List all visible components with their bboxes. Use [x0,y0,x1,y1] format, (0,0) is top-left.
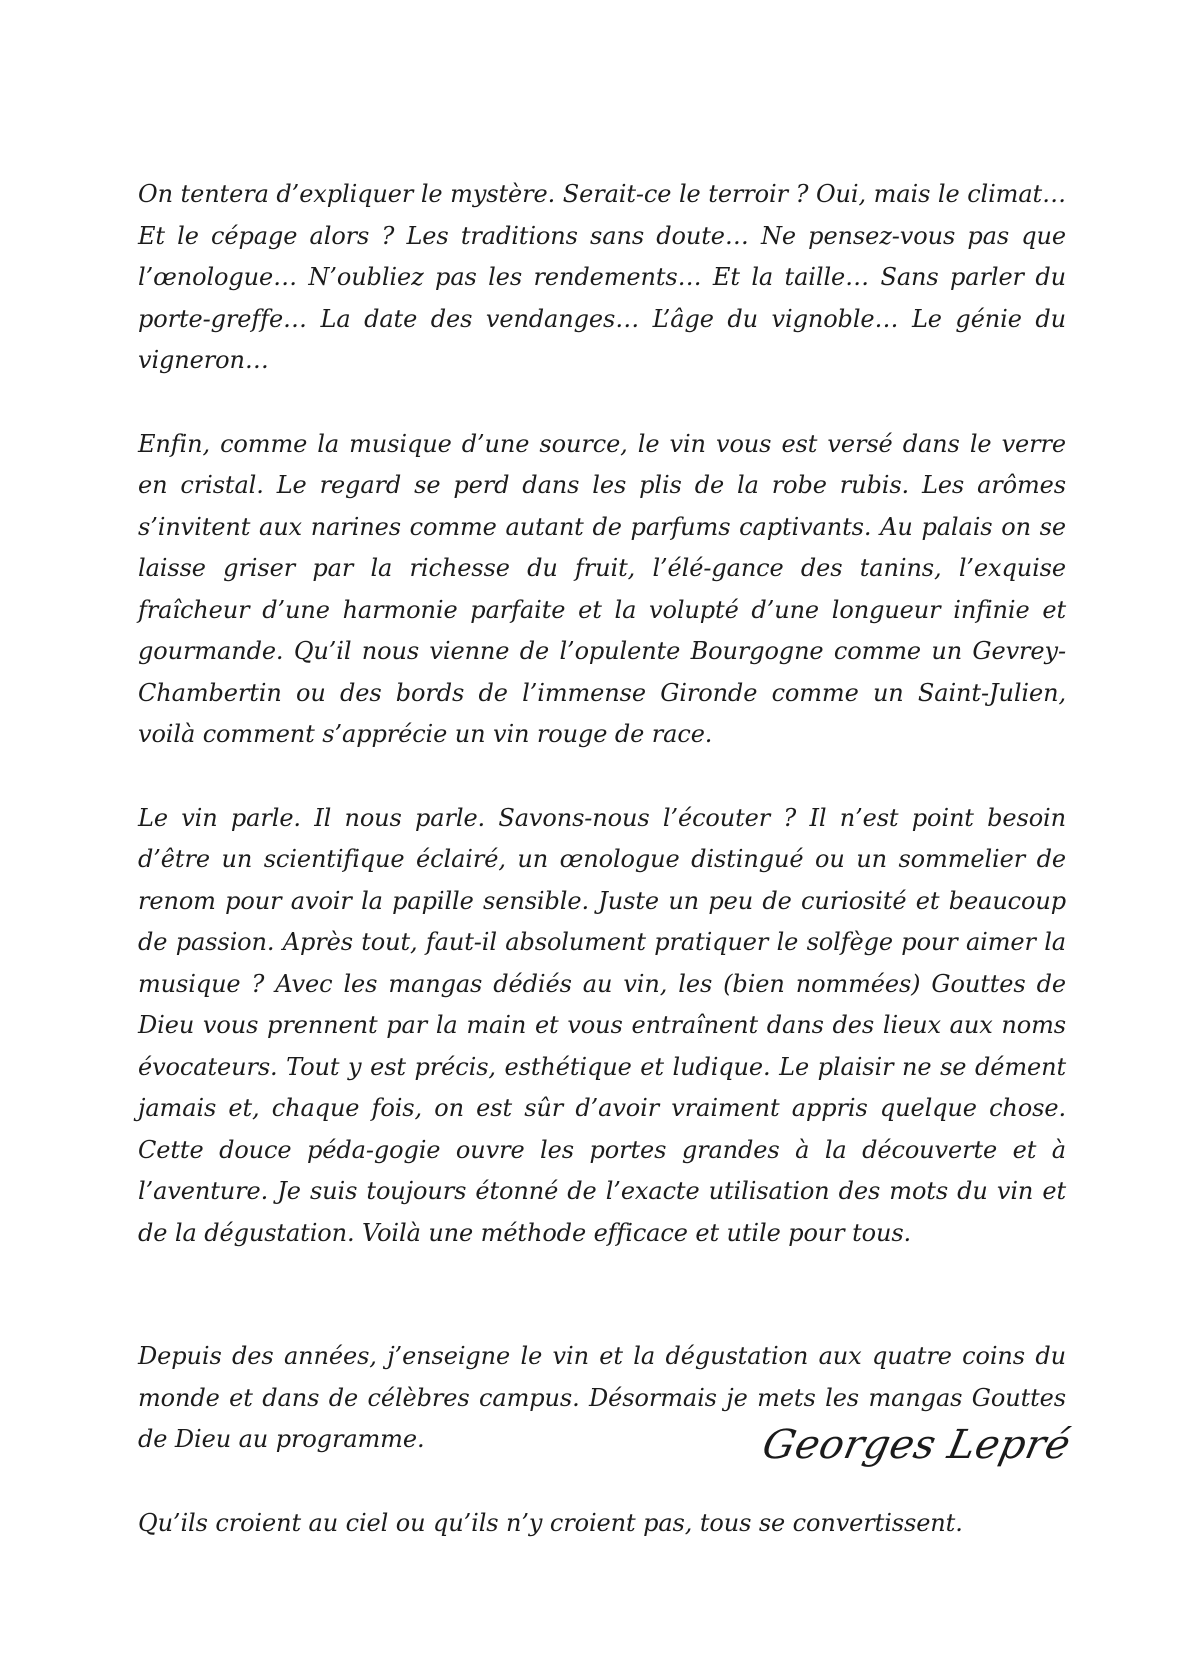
paragraph-5: Qu’ils croient au ciel ou qu’ils n’y croient pas, tous se convertissent. [138,1508,963,1537]
body-text [138,174,1066,1544]
paragraph-3: Le vin parle. Il nous parle. Savons-nous l’écouter ? Il n’est point besoin d’être un scientifique éclairé, un œnologue distingué ou un sommelier de renom pour avoir la papille sensible. Juste un peu de curiosité et beaucoup de passion. Après tout, faut-il absolument pratiquer le solfège pour aimer la musique ? Avec les mangas dédiés au vin, les (bien nommées) Gouttes de Dieu vous prennent par la main et vous entraînent dans des lieux aux noms évocateurs. Tout y est précis, esthétique et ludique. Le plaisir ne se dément jamais et, chaque fois, on est sûr d’avoir vraiment appris quelque chose. Cette douce péda-gogie ouvre les portes grandes à la découverte et à l’aventure. Je suis toujours étonné de l’exacte utilisation des mots du vin et de la dégustation. Voilà une méthode efficace et utile pour tous. [138,803,1066,1247]
paragraph-4: Depuis des années, j’enseigne le vin et la dégustation aux quatre coins du monde et dans de célèbres campus. Désormais je mets les mangas Gouttes de Dieu au programme. [138,1342,1066,1453]
paragraph-2: Enfin, comme la musique d’une source, le vin vous est versé dans le verre en cristal. Le regard se perd dans les plis de la robe rubis. Les arômes s’invitent aux narines comme autant de parfums captivants. Au palais on se laisse griser par la richesse du fruit, l’élé-gance des tanins, l’exquise fraîcheur d’une harmonie parfaite et la volupté d’une longueur infinie et gourmande. Qu’il nous vienne de l’opulente Bourgogne comme un Gevrey-Chambertin ou des bords de l’immense Gironde comme un Saint-Julien, voilà comment s’apprécie un vin rouge de race. [138,429,1066,748]
signature: Georges Lepré [757,1422,1075,1468]
paragraph-1: On tentera d’expliquer le mystère. Serait-ce le terroir ? Oui, mais le climat… Et le cépage alors ? Les traditions sans doute… Ne pensez-vous pas que l’œnologue… N’oubliez pas les rendements… Et la taille… Sans parler du porte-greffe… La date des vendanges… L’âge du vignoble… Le génie du vigneron… [138,180,1066,374]
